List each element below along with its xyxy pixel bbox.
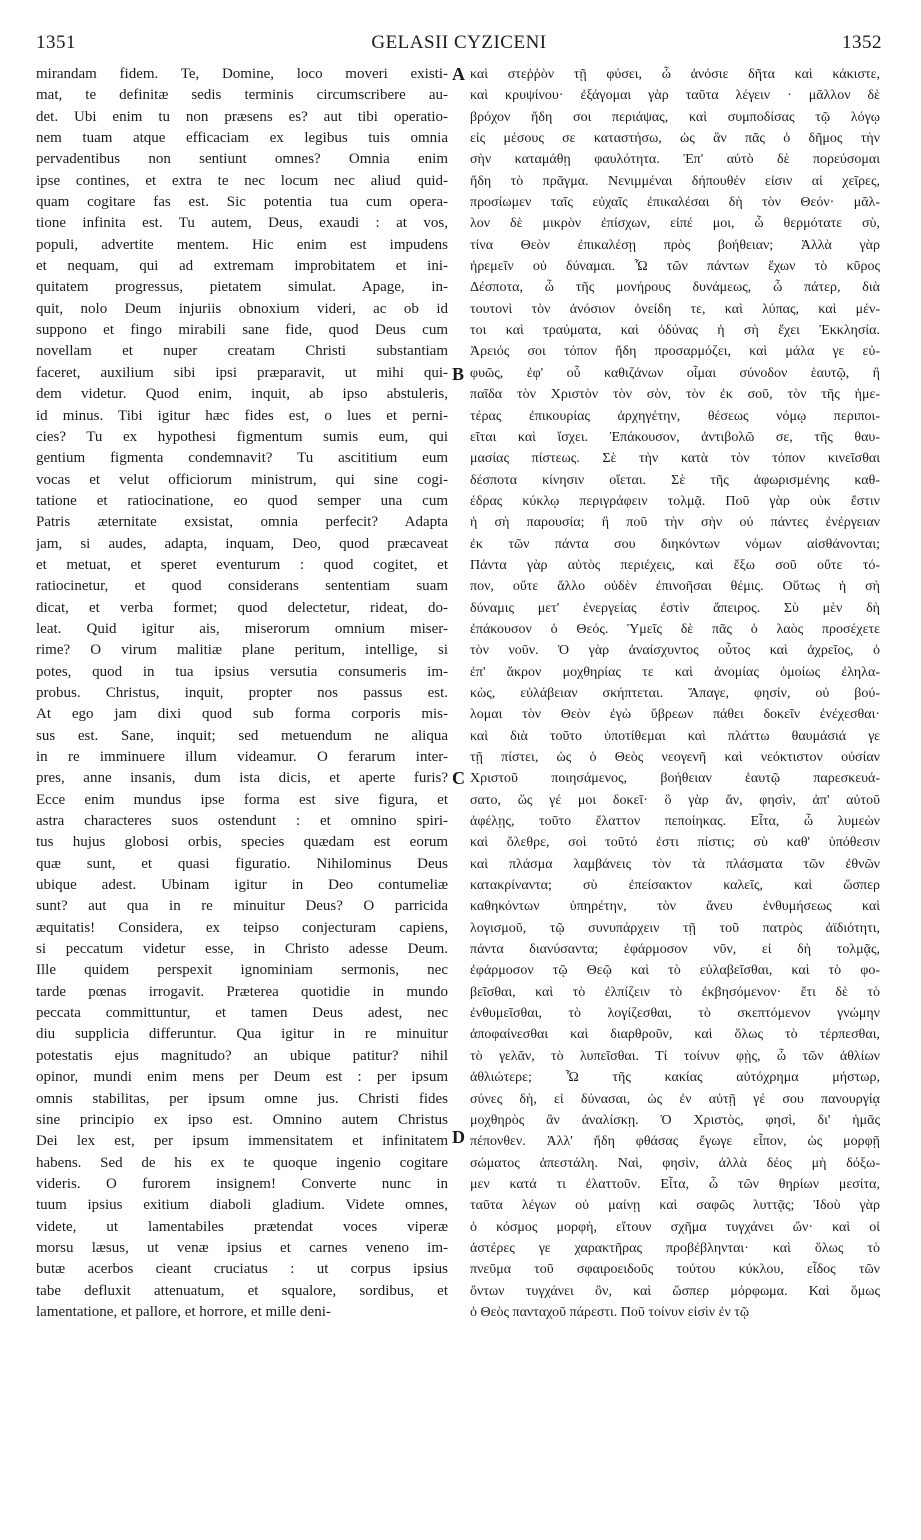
- latin-text-line: potes, quod in tua ipsius versutia consumeris im-: [36, 663, 448, 680]
- latin-text-line: Patris æternitate exsistat, omnia perfecit? Adapta: [36, 514, 448, 531]
- greek-text-line: καὶ κρυψίνου· ἐξάγομαι γὰρ ταῦτα λέγειν · μᾶλλον δὲ: [470, 88, 880, 104]
- greek-text-line: ἐφάρμοσον τῷ Θεῷ καὶ τὸ εὐλαβεῖσθαι, καὶ τὸ φο-: [470, 963, 880, 979]
- greek-text-line: Ἀρειός σοι τόπον ἤδη προσαρμόζει, καὶ μάλα γε εὐ-: [470, 344, 880, 360]
- greek-text-line: κατακρίναντα; σὺ ἐπείσακτον καλεῖς, καὶ ὥσπερ: [470, 878, 880, 894]
- latin-text-line: novellam et nuper creatam Christi substantiam: [36, 343, 448, 360]
- latin-text-line: morsu læsus, ut venæ ipsius et carnes veneno im-: [36, 1239, 448, 1256]
- margin-letter-a: A: [452, 64, 465, 84]
- latin-text-line: vocas et velut officiorum ministrum, qui sine cogi-: [36, 471, 448, 488]
- page-number-right: 1352: [842, 32, 882, 53]
- greek-text-line: φυῶς, ἐφ' οὗ καθιζάνων οἶμαι σύνοδον ἑαυτῷ, ἢ: [470, 365, 880, 381]
- greek-text-line: ἀποφαίνεσθαι καὶ διαρθροῦν, καὶ ὅλως τὸ τέρπεσθαι,: [470, 1027, 880, 1043]
- latin-text-line: mat, te definitæ sedis terminis circumscribere au-: [36, 87, 448, 104]
- greek-text-line: Χριστοῦ ποιησάμενος, βοήθειαν ἑαυτῷ παρεσκευά-: [470, 771, 880, 787]
- page-number-left: 1351: [36, 32, 76, 53]
- latin-text-line: butæ acerbos cieant cruciatus : ut corpus ipsius: [36, 1261, 448, 1278]
- latin-text-line: astra characteres suos ostendunt : et omnino spiri-: [36, 813, 448, 830]
- latin-text-line: At ego jam dixi quod sub forma corporis mis-: [36, 706, 448, 723]
- greek-text-line: τὸν νοῦν. Ὁ γὰρ ἀναίσχυντος οὗτος καὶ ἀχρεῖος, ὁ: [470, 643, 880, 659]
- latin-text-line: tus hujus globosi orbis, species quædam est eorum: [36, 834, 448, 851]
- greek-text-line: μεν κατά τι ἐλαττοῦν. Εἶτα, ὦ τῶν θηρίων μεσίτα,: [470, 1176, 880, 1192]
- latin-text-line: probus. Christus, inquit, propter nos passus est.: [36, 684, 448, 701]
- latin-text-line: videris. O furorem insignem! Converte nunc in: [36, 1175, 448, 1192]
- greek-text-line: μασίας πίστεως. Σὲ τὴν κατὰ τὸν τόπον κινεῖσθαι: [470, 451, 880, 467]
- greek-text-line: παῖδα τὸν Χριστὸν τὸν σὸν, τὸν ἐκ σοῦ, τὸν τῆς ἡμε-: [470, 387, 880, 403]
- greek-text-line: Πάντα γὰρ αὐτὸς περιέχεις, καὶ ἔξω σοῦ οὔτε τό-: [470, 557, 880, 573]
- latin-text-line: sunt? aut qua in re minuitur Deus? O parricida: [36, 898, 448, 915]
- latin-text-line: populi, advertite mentem. Hic enim est impudens: [36, 236, 448, 253]
- greek-text-line: ὄντων τυγχάνει ὂν, καὶ ὥσπερ μόρφωμα. Καὶ ὅμως: [470, 1283, 880, 1299]
- greek-text-line: ὁ Θεὸς πανταχοῦ πάρεστι. Ποῦ τοίνυν εἰσὶν ἐν τῷ: [470, 1304, 750, 1320]
- latin-text-line: ratiocinetur, et quod considerans sententiam suam: [36, 578, 448, 595]
- latin-text-line: det. Ubi enim tu non præsens es? aut tibi operatio-: [36, 108, 448, 125]
- latin-text-line: nem tuam atque efficaciam ex legibus tuis omnia: [36, 130, 448, 147]
- greek-text-line: ἐκ τῶν πάντα σου διηκόντων νόμων αἰσθάνονται;: [470, 536, 880, 552]
- latin-column: [36, 64, 448, 1323]
- latin-text-line: Dei lex est, per ipsum immensitatem et infinitatem: [36, 1133, 448, 1150]
- greek-text-line: ἀφέλῃς, τοῦτο ἔλαττον πεποίηκας. Εἶτα, ὦ λυμεὼν: [470, 814, 880, 830]
- greek-text-line: πέπονθεν. Ἀλλ' ἤδη φθάσας ἔγωγε εἶπον, ὡς μορφῇ: [470, 1134, 880, 1150]
- greek-text-line: σὴν καταμάθῃ φαυλότητα. Ἐπ' αὐτὸ δὲ πορεύσομαι: [470, 152, 880, 168]
- greek-text-line: καὶ στεῤῥὸν τῇ φύσει, ὦ ἀνόσιε δῆτα καὶ κάκιστε,: [470, 67, 880, 82]
- greek-text-line: λογισμοῦ, τῷ συνυπάρχειν τῇ τοῦ πατρὸς ἀϊδιότητι,: [470, 920, 880, 936]
- greek-text-line: λομαι τὸν Θεὸν ἐγὼ ὕβρεων πάθει δοκεῖν ἐνέχεσθαι·: [470, 707, 880, 723]
- greek-text-line: βεῖσθαι, καὶ τὸ ἐλπίζειν τὸ ἐκβησόμενον· ἔτι δὲ τὸ: [470, 984, 880, 1000]
- latin-text-line: pres, anne insanis, dum ista dicis, et aperte furis?: [36, 770, 448, 787]
- greek-text-line: καὶ διὰ τοῦτο ὑποτίθεμαι καὶ πλάττω θαυμάσιά γε: [470, 728, 880, 744]
- greek-text-line: τῇ πίστει, ὡς ὁ Θεὸς νεογενῆ καὶ νεόκτιστον οὐσίαν: [470, 750, 880, 765]
- latin-text-line: sus est. Sane, inquit; sed metuendum ne aliqua: [36, 727, 448, 744]
- latin-text-line: lamentatione, et pallore, et horrore, et mille deni-: [36, 1303, 331, 1320]
- latin-text-line: Ille quidem perspexit ignominiam sermonis, nec: [36, 962, 448, 979]
- greek-text-line: τὸ γελᾶν, τὸ λυπεῖσθαι. Τί τοίνυν φῂς, ὦ τῶν ἀθλίων: [470, 1048, 880, 1064]
- greek-text-line: βρόχον ἤδη σοι περιάψας, καὶ συμποδίσας τῷ λόγῳ: [470, 109, 880, 125]
- greek-text-line: σώματος ἀπεστάλη. Ναὶ, φησὶν, ἀλλὰ δέος μὴ δόξω-: [470, 1155, 880, 1171]
- greek-text-line: δύναμις μετ' ἐνεργείας ἐστὶν ἄπειρος. Σὺ μὲν δὴ: [470, 600, 880, 616]
- greek-text-line: καθηκόντων ὑπηρέτην, τὸν ἄνευ ἐνθυμήσεως καὶ: [470, 899, 880, 915]
- greek-text-line: πνεῦμα τοῦ σφαιροειδοῦς τούτου κύκλου, εἶδος τῶν: [470, 1262, 880, 1278]
- margin-letter-b: B: [452, 364, 465, 384]
- greek-text-line: ἡ σὴ παρουσία; ἢ ποῦ τὴν σὴν οὐ πάντες ἐνέργειαν: [470, 515, 880, 531]
- greek-text-line: τίνα Θεὸν ἐπικαλέσῃ πρὸς βοήθειαν; Ἀλλὰ γὰρ: [470, 237, 880, 253]
- latin-text-line: æquitatis! Considera, ex teipso conjecturam capiens,: [36, 919, 448, 936]
- greek-text-line: τουτονὶ τὸν ἀνόσιον ὀνείδη τε, καὶ λύπας, καὶ μέν-: [470, 301, 880, 317]
- latin-text-line: rime? O virum malitiæ plane peritum, intellige, si: [36, 642, 448, 659]
- greek-text-line: μοχθηρὸς ἂν ἀναλίσκῃ. Ὁ Χριστὸς, φησὶ, δι' ἡμᾶς: [470, 1112, 880, 1128]
- latin-text-line: tarde pœnas irrogavit. Præterea quotidie in mundo: [36, 983, 448, 1000]
- latin-text-line: leat. Quid igitur ais, miserorum omnium miser-: [36, 620, 448, 637]
- greek-text-line: ὁ κόσμος μορφὴ, εἴτουν σχῆμα τυγχάνει ὤν· καὶ οἱ: [470, 1219, 880, 1235]
- latin-text-line: jam, si audes, adapta, inquam, Deo, quod præcaveat: [36, 535, 448, 552]
- greek-text-line: τέρας ἐπικουρίας ἀρχηγέτην, θέσεως νόμῳ περιποι-: [470, 408, 880, 424]
- latin-text-line: suppono et fingo mirabili sane fide, quod Deus cum: [36, 322, 448, 339]
- greek-text-line: Δέσποτα, ὦ τῆς μονήρους δυνάμεως, ὦ πάτερ, διὰ: [470, 280, 880, 296]
- latin-text-line: et metuat, et speret eventurum : quod cogitet, et: [36, 556, 448, 573]
- latin-text-line: opinor, mundi enim mens per Deum est : per ipsum: [36, 1069, 448, 1086]
- latin-text-line: faceret, auxilium sibi ipsi præparavit, ut mihi qui-: [36, 364, 448, 381]
- greek-text-line: ἐπάκουσον ὁ Θεός. Ὑμεῖς δὲ πᾶς ὁ λαὸς προσέχετε: [470, 621, 880, 637]
- greek-text-line: λον δὲ μικρὸν ἐπίσχων, εἰπέ μοι, ὦ θερμότατε σὺ,: [470, 216, 880, 232]
- greek-text-line: πάντα διανύσαντα; ἐφάρμοσον νῦν, εἰ δὴ τολμᾷς,: [470, 942, 880, 958]
- greek-text-line: καὶ ὄλεθρε, σοὶ τοῦτό ἐστι πίστις; σὺ καθ' ὑπόθεσιν: [470, 835, 880, 851]
- latin-text-line: tione infinita est. Tu autem, Deus, exaudi : at vos,: [36, 215, 448, 232]
- greek-text-line: τοι καὶ τραύματα, καὶ ὀδύνας ἡ σὴ ἔχει Ἐκκλησία.: [470, 323, 880, 339]
- greek-text-line: σατο, ὥς γέ μοι δοκεῖ· ὃ γὰρ ἄν, φησὶν, ἀπ' αὐτοῦ: [470, 792, 880, 808]
- latin-text-line: et nequam, qui ad extremam improbitatem et ini-: [36, 258, 448, 275]
- latin-text-line: ipse contines, et extra te nec locum nec aliud quid-: [36, 172, 448, 189]
- greek-text-line: ταῦτα λέγων οὐ μαίνῃ καὶ σαφῶς λυττᾷς; Ἰδοὺ γὰρ: [470, 1198, 880, 1214]
- greek-text-line: ἤδη τὸ πρᾶγμα. Νενιμμέναι δήπουθέν εἰσιν αἱ χεῖρες,: [470, 173, 880, 189]
- latin-text-line: potestatis ejus magnitudo? an ubique patitur? nihil: [36, 1047, 448, 1064]
- greek-column: [470, 64, 880, 1323]
- latin-text-line: habens. Sed de his ex te quoque ingenio cogitare: [36, 1154, 448, 1171]
- greek-text-line: ἀστέρες γε χαρακτῆρας προβέβληνται· καὶ ὅλως τὸ: [470, 1240, 880, 1256]
- latin-text-line: pervadentibus non sentiunt omnes? Omnia enim: [36, 151, 448, 168]
- latin-text-line: omnis stabilitas, per ipsum omne jus. Christi fides: [36, 1090, 448, 1107]
- greek-text-line: προσίωμεν ταῖς εὐχαῖς ἐπικαλέσαι δὴ τὸν Θεόν· μᾶλ-: [470, 195, 880, 211]
- latin-text-line: tabe defluxit attenuatum, et squalore, sordibus, et: [36, 1282, 448, 1299]
- latin-text-line: videte, ut lamentabiles prætendat voces viperæ: [36, 1218, 448, 1235]
- latin-text-line: tuum ipsius exitium diaboli gladium. Videte omnes,: [36, 1197, 448, 1214]
- greek-text-line: ἀθλιώτερε; Ὦ τῆς κακίας αὐτόχρημα μήστωρ,: [470, 1070, 880, 1086]
- latin-text-line: quitatem progressus, pietatem simulat. Apage, in-: [36, 279, 448, 296]
- latin-text-line: quam cogitare fas est. Sic potentia tua cum opera-: [36, 194, 448, 211]
- latin-text-line: sine principio ex ipso est. Omnino autem Christus: [36, 1111, 448, 1128]
- greek-text-line: ἠρεμεῖν οὐ δύναμαι. Ὦ τῶν πάντων ἔχων τὸ κῦρος: [470, 259, 880, 275]
- latin-text-line: tatione et ratiocinatione, eo quod semper una cum: [36, 492, 448, 509]
- margin-letter-d: D: [452, 1127, 465, 1147]
- latin-text-line: id minus. Tibi igitur hæc fides est, o lues et perni-: [36, 407, 448, 424]
- latin-text-line: diu supplicia differuntur. Qua igitur in re minuitur: [36, 1026, 448, 1043]
- latin-text-line: quæ sunt, et quasi figuratio. Nihilominus Deus: [36, 855, 448, 872]
- greek-text-line: ἐνθυμεῖσθαι, τὸ λογίζεσθαι, τὸ σκεπτόμενον γνώμην: [470, 1006, 880, 1022]
- latin-text-line: peccata committuntur, et tamen Deus adest, nec: [36, 1005, 448, 1022]
- latin-text-line: si peccatum videtur esse, in Christo adesse Deum.: [36, 941, 448, 958]
- latin-text-line: cies? Tu ex hypothesi figmentum sumis eum, qui: [36, 428, 448, 445]
- greek-text-line: ἐπ' ἄκρον μοχθηρίας τε καὶ ἀνομίας ὁμοίως ἐληλα-: [470, 664, 880, 680]
- running-title: GELASII CYZICENI: [371, 32, 547, 53]
- latin-text-line: quit, nolo Deum injuriis obnoxium videri, ac ob id: [36, 300, 448, 317]
- latin-text-line: gentium figmenta condemnavit? Tu ascititium eum: [36, 450, 448, 467]
- latin-text-line: mirandam fidem. Te, Domine, loco moveri existi-: [36, 66, 448, 82]
- latin-text-line: ubique adest. Ubinam igitur in Deo contumeliæ: [36, 877, 448, 894]
- greek-text-line: δέσποτα κίνησιν οἴεται. Σὲ τῆς ἀφωρισμένης καθ-: [470, 472, 880, 488]
- greek-text-line: καὶ πλάσμα λαμβάνεις τὸν τὰ πλάσματα τῶν ἐθνῶν: [470, 856, 880, 872]
- greek-text-line: σύνες δὴ, εἰ δύνασαι, ὡς ἐν αὐτῇ γέ σου πανουργίᾳ: [470, 1091, 880, 1107]
- greek-text-line: κὼς, εὐλάβειαν σκήπτεται. Ἄπαγε, φησίν, οὐ βού-: [470, 685, 880, 701]
- greek-text-line: εῖται καὶ ἴσχει. Ἐπάκουσον, ἀντιβολῶ σε, τῆς θαυ-: [470, 429, 880, 445]
- page-header: [36, 32, 882, 60]
- greek-text-line: έδρας κύκλῳ περιγράφειν τολμᾷ. Ποῦ γὰρ οὐκ ἔστιν: [470, 493, 880, 509]
- greek-text-line: πον, οὔτε ἄλλο οὐδὲν ἐπινοῆσαι θέμις. Οὕτως ἡ σὴ: [470, 579, 880, 595]
- margin-letter-c: C: [452, 768, 465, 788]
- latin-text-line: Ecce enim mundus ipse forma est sive figura, et: [36, 791, 448, 808]
- latin-text-line: dicat, et verba formet; quod delectetur, rideat, do-: [36, 599, 448, 616]
- latin-text-line: in re imminuere illum videamur. O ferarum inter-: [36, 749, 448, 765]
- greek-text-line: εἰς μέσους σε καταστήσω, ὡς ἂν πᾶς ὁ δῆμος τὴν: [470, 131, 880, 147]
- latin-text-line: dem videtur. Quod enim, inquit, ab ipso abstuleris,: [36, 386, 448, 403]
